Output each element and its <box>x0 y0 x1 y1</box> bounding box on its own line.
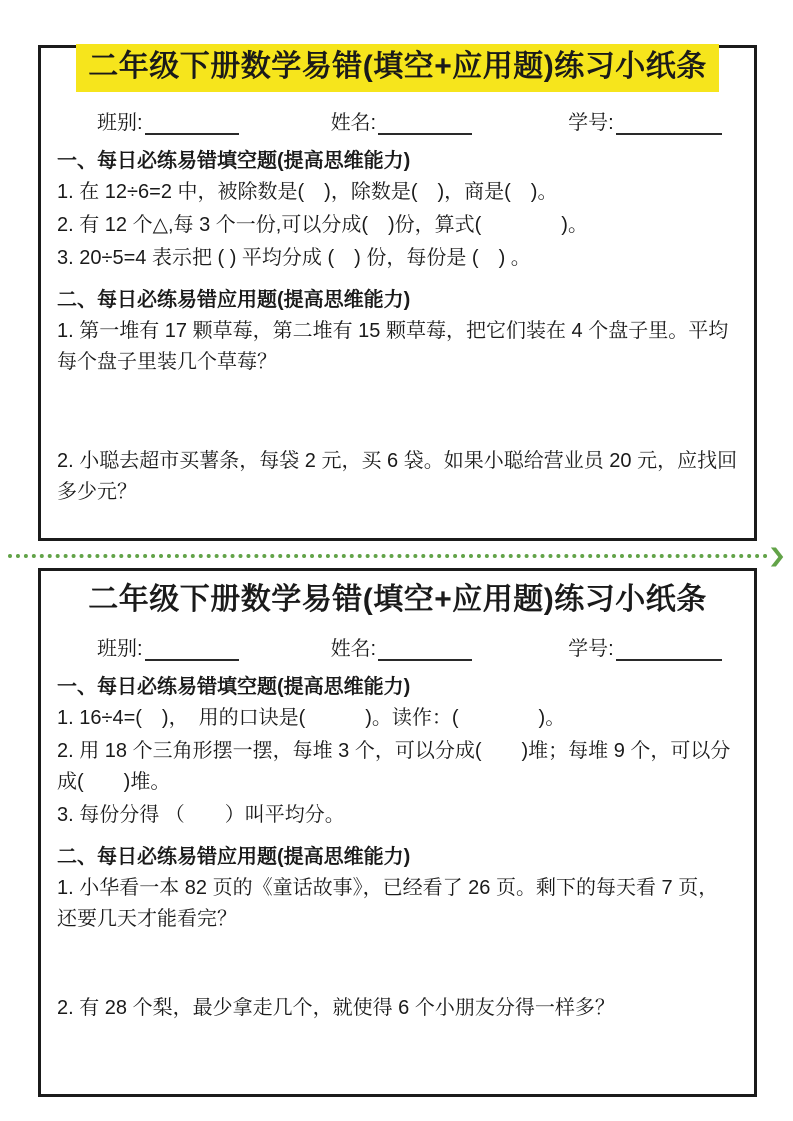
worksheet-slip-2 <box>38 568 757 1097</box>
sheet-title: 二年级下册数学易错(填空+应用题)练习小纸条 <box>76 44 719 92</box>
student-id-label: 学号: <box>568 112 614 134</box>
fill-in-question-1: 1. 16÷4=( )， 用的口诀是( )。读作：( )。 <box>57 707 566 729</box>
student-id-blank-line <box>616 113 722 135</box>
word-problem-2: 2. 有 28 个梨，最少拿走几个，就使得 6 个小朋友分得一样多？ <box>57 997 615 1019</box>
class-blank-line <box>145 639 239 661</box>
student-id-field <box>568 632 722 661</box>
worksheet-slip-1 <box>38 45 757 541</box>
fill-in-section-header: 一、每日必练易错填空题(提高思维能力) <box>57 676 411 698</box>
name-label: 姓名: <box>330 112 377 134</box>
word-problem-1: 1. 小华看一本 82 页的《童话故事》，已经看了 26 页。剩下的每天看 7 页，还要几天才能看完？ <box>57 877 719 930</box>
fill-in-question-2: 2. 用 18 个三角形摆一摆，每堆 3 个，可以分成( )堆；每堆 9 个，可以分成( )堆。 <box>57 740 731 793</box>
fill-in-question-3: 3. 每份分得 （ ）叫平均分。 <box>57 804 345 826</box>
class-label: 班别: <box>97 638 143 660</box>
name-label: 姓名: <box>330 638 377 660</box>
answer-workspace <box>57 935 738 991</box>
student-id-label: 学号: <box>568 638 614 660</box>
word-problem-section-header: 二、每日必练易错应用题(提高思维能力) <box>57 289 411 311</box>
word-problem-2: 2. 小聪去超市买薯条，每袋 2 元，买 6 袋。如果小聪给营业员 20 元，应找回多少元？ <box>57 450 738 503</box>
title-row <box>57 571 738 618</box>
name-blank-line <box>378 639 472 661</box>
fill-in-question-1: 1. 在 12÷6=2 中，被除数是( )，除数是( )，商是( )。 <box>57 181 558 203</box>
fill-in-section-header: 一、每日必练易错填空题(提高思维能力) <box>57 150 411 172</box>
class-blank-line <box>145 113 239 135</box>
student-id-blank-line <box>616 639 722 661</box>
fill-in-question-3: 3. 20÷5=4 表示把 ( ) 平均分成 ( ) 份，每份是 ( ) 。 <box>57 247 531 269</box>
fill-in-question-2: 2. 有 12 个△,每 3 个一份,可以分成( )份，算式( )。 <box>57 214 588 236</box>
title-row <box>57 48 738 92</box>
word-problem-1: 1. 第一堆有 17 颗草莓，第二堆有 15 颗草莓，把它们装在 4 个盘子里。平均每个盘子里装几个草莓？ <box>57 320 729 373</box>
cut-line-divider <box>8 547 785 565</box>
cut-line-arrow-icon: ❯ <box>767 545 787 567</box>
class-label: 班别: <box>97 112 143 134</box>
name-blank-line <box>378 113 472 135</box>
word-problem-section-header: 二、每日必练易错应用题(提高思维能力) <box>57 846 411 868</box>
name-field <box>331 632 473 661</box>
student-id-field <box>568 106 722 135</box>
class-field <box>97 632 239 661</box>
student-info-row <box>57 106 738 135</box>
sheet-title: 二年级下册数学易错(填空+应用题)练习小纸条 <box>88 583 707 616</box>
cut-line-dots <box>8 554 768 558</box>
student-info-row <box>57 632 738 661</box>
answer-workspace <box>57 378 738 444</box>
class-field <box>97 106 239 135</box>
name-field <box>331 106 473 135</box>
